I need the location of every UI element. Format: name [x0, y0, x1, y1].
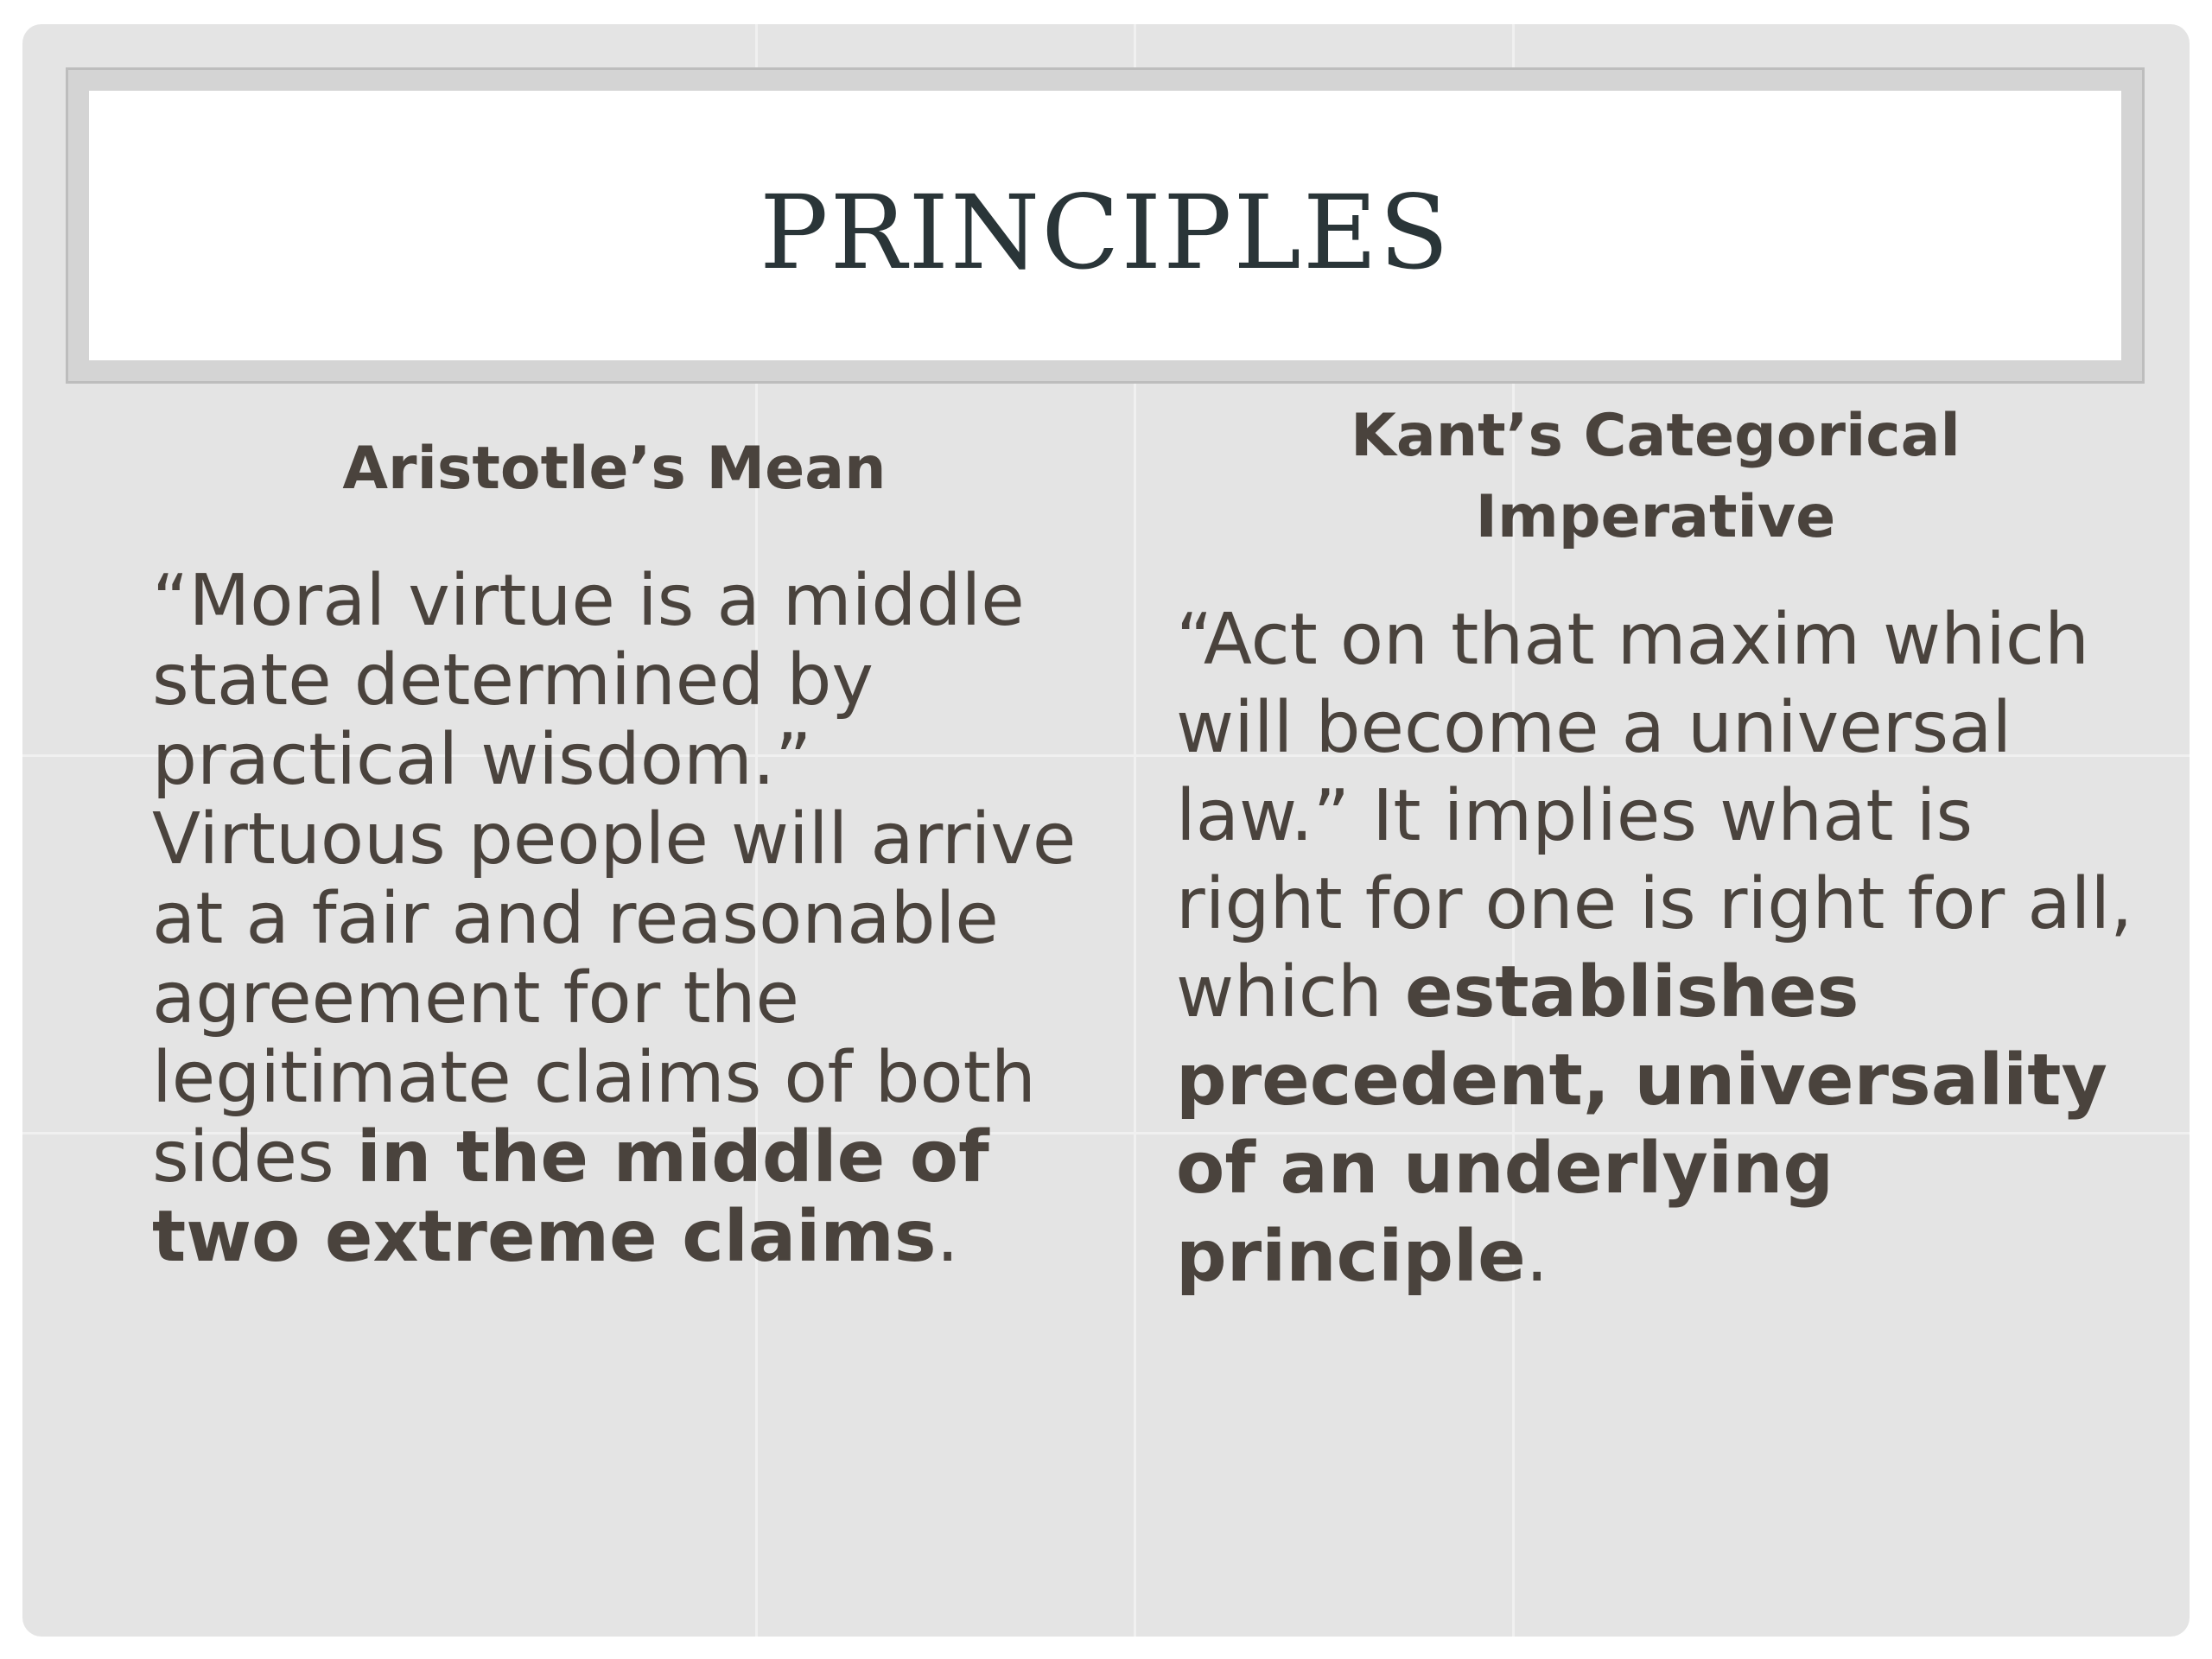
right-column-body — [1176, 596, 2135, 1301]
right-body-emphasis: establishes precedent, universality of an underlying principle — [1176, 951, 2107, 1298]
left-column-heading: Aristotle’s Mean — [342, 435, 887, 503]
left-body-emphasis: in the middle of two extreme claims — [152, 1116, 989, 1278]
right-body-period: . — [1525, 1216, 1548, 1298]
title-box — [89, 91, 2121, 360]
slide — [22, 24, 2190, 1637]
right-body-text: “Act on that maxim which will become a universal law.” It implies what is right for one is right for all, which — [1176, 599, 2133, 1033]
left-column — [152, 429, 1094, 1277]
right-column — [1176, 396, 2135, 1301]
title-frame — [66, 67, 2145, 384]
right-column-heading: Kant’s Categorical Imperative — [1351, 402, 1961, 551]
left-column-body — [152, 562, 1094, 1277]
left-body-text: “Moral virtue is a middle state determined by practical wisdom.” Virtuous people will arrive at a fair and reasonable agreement for the legitimate claims of both sides — [152, 560, 1077, 1198]
slide-title: PRINCIPLES — [760, 173, 1451, 292]
left-body-period: . — [936, 1196, 959, 1278]
